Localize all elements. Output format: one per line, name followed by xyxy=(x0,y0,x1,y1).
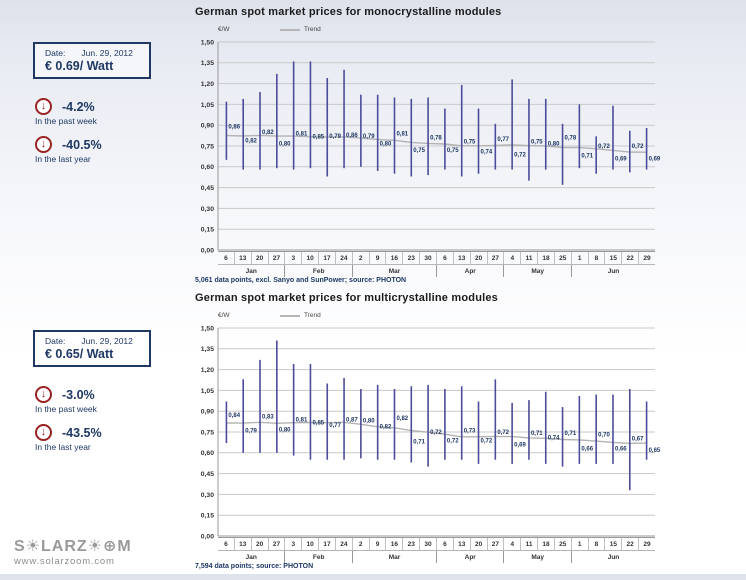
chart-title: German spot market prices for multicrystalline modules xyxy=(195,292,499,304)
y-tick-label: 0,00 xyxy=(200,533,214,541)
x-tick-day: 27 xyxy=(268,538,285,550)
multi-price-chart xyxy=(195,292,671,580)
year-change-caption: In the last year xyxy=(35,154,91,164)
y-tick-label: 1,35 xyxy=(200,346,214,354)
avg-price-label: 0,67 xyxy=(631,436,644,443)
x-axis xyxy=(218,537,655,563)
date-row xyxy=(45,336,149,346)
avg-price-label: 0,71 xyxy=(581,153,594,160)
logo-letter: S xyxy=(14,538,26,555)
x-tick-day: 22 xyxy=(621,252,638,264)
y-tick-label: 0,15 xyxy=(200,226,214,234)
y-tick-label: 1,50 xyxy=(200,39,214,47)
avg-price-label: 0,78 xyxy=(430,135,442,142)
x-tick-day: 24 xyxy=(335,538,352,550)
week-change-stat xyxy=(35,98,97,126)
price-per-watt: € 0.69/ Watt xyxy=(45,59,114,73)
sun-icon: ☀ xyxy=(87,538,104,555)
x-tick-month: Mar xyxy=(352,265,436,277)
chart-legend xyxy=(218,26,321,33)
week-change-caption: In the past week xyxy=(35,116,97,126)
avg-price-label: 0,72 xyxy=(514,152,526,159)
avg-price-label: 0,75 xyxy=(463,139,476,146)
avg-price-label: 0,80 xyxy=(547,141,560,148)
x-tick-day: 17 xyxy=(318,252,335,264)
x-tick-day: 22 xyxy=(621,538,638,550)
y-tick-label: 1,20 xyxy=(200,367,214,374)
chart-legend xyxy=(218,312,321,319)
avg-price-label: 0,66 xyxy=(614,446,627,453)
x-tick-month: Apr xyxy=(436,265,503,277)
x-tick-month: Jun xyxy=(571,551,655,563)
x-axis-months xyxy=(218,265,655,277)
x-tick-day: 29 xyxy=(638,538,655,550)
x-tick-day: 17 xyxy=(318,538,335,550)
x-tick-month: Mar xyxy=(352,551,436,563)
avg-price-label: 0,72 xyxy=(497,429,510,436)
x-tick-day: 18 xyxy=(537,252,554,264)
week-change-stat xyxy=(35,386,97,414)
unit-label: €/W xyxy=(218,26,230,33)
x-tick-day: 9 xyxy=(369,538,386,550)
x-tick-day: 27 xyxy=(268,252,285,264)
x-tick-day: 20 xyxy=(470,252,487,264)
avg-price-label: 0,81 xyxy=(295,131,308,138)
avg-price-label: 0,78 xyxy=(564,135,577,142)
avg-price-label: 0,83 xyxy=(262,414,274,421)
date-label: Date: xyxy=(45,48,66,58)
x-tick-month: Jan xyxy=(245,554,257,561)
down-arrow-icon: ↓ xyxy=(35,136,52,153)
x-tick-day: 13 xyxy=(234,252,251,264)
trend-label: Trend xyxy=(304,312,321,319)
solarzoom-logo xyxy=(14,536,132,567)
x-tick-day: 8 xyxy=(588,252,605,264)
avg-price-label: 0,81 xyxy=(295,417,308,424)
down-arrow-icon: ↓ xyxy=(35,98,52,115)
x-tick-day: 15 xyxy=(604,252,621,264)
avg-price-label: 0,72 xyxy=(446,438,459,445)
avg-price-label: 0,72 xyxy=(430,429,442,436)
y-tick-label: 0,45 xyxy=(200,185,214,192)
avg-price-label: 0,72 xyxy=(480,438,493,445)
y-tick-label: 0,75 xyxy=(200,429,214,437)
y-tick-label: 0,60 xyxy=(200,450,214,458)
avg-price-label: 0,82 xyxy=(396,415,409,422)
x-tick-day: 6 xyxy=(224,541,228,548)
avg-price-label: 0,75 xyxy=(530,139,543,146)
x-tick-day: 11 xyxy=(520,252,537,264)
x-tick-day: 1 xyxy=(571,538,588,550)
avg-price-label: 0,65 xyxy=(648,448,661,455)
x-tick-day: 2 xyxy=(352,252,369,264)
x-tick-day: 15 xyxy=(604,538,621,550)
avg-price-label: 0,75 xyxy=(413,148,425,155)
x-tick-day: 16 xyxy=(385,252,402,264)
avg-price-label: 0,79 xyxy=(362,134,375,141)
x-tick-day: 25 xyxy=(554,538,571,550)
x-tick-day: 6 xyxy=(436,538,453,550)
avg-price-label: 0,70 xyxy=(598,432,610,439)
x-tick-day: 18 xyxy=(537,538,554,550)
date-price-box xyxy=(33,42,151,79)
x-tick-day: 6 xyxy=(224,255,228,262)
logo-letters: LARZ xyxy=(41,538,88,555)
avg-price-label: 0,77 xyxy=(329,422,341,429)
x-tick-day: 29 xyxy=(638,252,655,264)
x-tick-day: 4 xyxy=(503,252,520,264)
x-tick-day: 2 xyxy=(352,538,369,550)
y-tick-label: 0,30 xyxy=(200,205,214,213)
avg-price-label: 0,80 xyxy=(362,418,375,425)
year-change-value: -40.5% xyxy=(62,137,102,152)
avg-price-label: 0,80 xyxy=(379,141,392,148)
avg-price-label: 0,66 xyxy=(581,446,594,453)
avg-price-label: 0,72 xyxy=(631,143,644,150)
week-change-caption: In the past week xyxy=(35,404,97,414)
avg-price-label: 0,87 xyxy=(346,417,358,424)
multi-price-summary-panel xyxy=(33,330,193,460)
logo-letter: M xyxy=(117,538,132,555)
avg-price-label: 0,84 xyxy=(228,413,241,420)
avg-price-label: 0,71 xyxy=(530,431,543,438)
avg-price-label: 0,71 xyxy=(564,431,577,438)
y-tick-label: 0,45 xyxy=(200,471,214,478)
x-tick-day: 13 xyxy=(453,252,470,264)
y-tick-label: 1,50 xyxy=(200,325,214,333)
avg-price-label: 0,79 xyxy=(329,134,341,141)
trend-line-swatch xyxy=(280,315,300,317)
sun-icon: ☀ xyxy=(25,538,42,555)
avg-price-label: 0,73 xyxy=(463,428,476,435)
x-tick-day: 10 xyxy=(301,538,318,550)
x-axis xyxy=(218,251,655,277)
x-tick-day: 3 xyxy=(284,252,301,264)
avg-price-label: 0,86 xyxy=(228,124,241,131)
avg-price-label: 0,69 xyxy=(514,442,526,449)
x-tick-day: 20 xyxy=(251,538,268,550)
year-change-value: -43.5% xyxy=(62,425,102,440)
x-axis-days xyxy=(218,251,655,265)
avg-price-label: 0,69 xyxy=(614,156,627,163)
trend-line-swatch xyxy=(280,29,300,31)
x-tick-day: 24 xyxy=(335,252,352,264)
mono-price-chart xyxy=(195,6,671,294)
avg-price-label: 0,69 xyxy=(648,156,661,163)
avg-price-label: 0,79 xyxy=(245,428,257,435)
x-tick-day: 11 xyxy=(520,538,537,550)
trend-label: Trend xyxy=(304,26,321,33)
y-tick-label: 0,75 xyxy=(200,143,214,151)
x-tick-day: 27 xyxy=(487,252,504,264)
date-row xyxy=(45,48,149,58)
week-change-value: -4.2% xyxy=(62,99,95,114)
year-change-stat xyxy=(35,424,102,452)
date-price-box xyxy=(33,330,151,367)
x-tick-month: Jun xyxy=(571,265,655,277)
week-change-value: -3.0% xyxy=(62,387,95,402)
y-tick-label: 0,15 xyxy=(200,512,214,520)
x-tick-day: 13 xyxy=(234,538,251,550)
x-axis-months xyxy=(218,551,655,563)
year-change-caption: In the last year xyxy=(35,442,91,452)
x-tick-month: May xyxy=(503,551,570,563)
y-tick-label: 1,35 xyxy=(200,60,214,68)
avg-price-label: 0,86 xyxy=(346,132,358,139)
x-tick-month: Jan xyxy=(245,268,257,275)
x-tick-day: 20 xyxy=(251,252,268,264)
logo-website: www.solarzoom.com xyxy=(14,556,115,567)
y-tick-label: 1,20 xyxy=(200,81,214,88)
y-tick-label: 1,05 xyxy=(200,387,214,395)
avg-price-label: 0,82 xyxy=(245,138,257,145)
x-tick-day: 23 xyxy=(402,538,419,550)
logo-word xyxy=(14,536,132,556)
chart-footnote: 7,594 data points; source: PHOTON xyxy=(195,563,314,570)
avg-price-label: 0,77 xyxy=(497,136,510,143)
date-label: Date: xyxy=(45,336,66,346)
avg-price-label: 0,85 xyxy=(312,420,325,427)
year-change-stat xyxy=(35,136,102,164)
x-tick-day: 4 xyxy=(503,538,520,550)
chart-title: German spot market prices for monocrystalline modules xyxy=(195,6,502,18)
avg-price-label: 0,80 xyxy=(278,427,291,434)
y-tick-label: 0,30 xyxy=(200,491,214,499)
x-tick-day: 10 xyxy=(301,252,318,264)
avg-price-label: 0,72 xyxy=(598,143,610,150)
x-tick-day: 3 xyxy=(284,538,301,550)
x-tick-month: Feb xyxy=(284,265,351,277)
price-plot-canvas xyxy=(195,36,665,255)
date-value: Jun. 29, 2012 xyxy=(81,336,133,346)
price-per-watt: € 0.65/ Watt xyxy=(45,347,114,361)
date-value: Jun. 29, 2012 xyxy=(81,48,133,58)
avg-price-label: 0,74 xyxy=(547,435,560,442)
y-tick-label: 0,90 xyxy=(200,122,214,130)
avg-price-label: 0,80 xyxy=(278,141,291,148)
y-tick-label: 1,05 xyxy=(200,101,214,109)
avg-price-label: 0,82 xyxy=(262,129,274,136)
y-tick-label: 0,90 xyxy=(200,408,214,416)
down-arrow-icon: ↓ xyxy=(35,386,52,403)
x-tick-day: 13 xyxy=(453,538,470,550)
avg-price-label: 0,81 xyxy=(396,131,409,138)
x-axis-days xyxy=(218,537,655,551)
y-tick-label: 0,60 xyxy=(200,164,214,172)
x-tick-day: 1 xyxy=(571,252,588,264)
x-tick-day: 16 xyxy=(385,538,402,550)
x-tick-day: 23 xyxy=(402,252,419,264)
avg-price-label: 0,74 xyxy=(480,149,493,156)
x-tick-day: 20 xyxy=(470,538,487,550)
avg-price-label: 0,75 xyxy=(446,148,459,155)
price-plot-canvas xyxy=(195,322,665,541)
x-tick-month: Feb xyxy=(284,551,351,563)
avg-price-label: 0,71 xyxy=(413,439,425,446)
mono-price-summary-panel xyxy=(33,42,193,172)
down-arrow-icon: ↓ xyxy=(35,424,52,441)
x-tick-month: Apr xyxy=(436,551,503,563)
globe-icon: ⊕ xyxy=(103,538,118,555)
chart-footnote: 5,061 data points, excl. Sanyo and SunPower; source: PHOTON xyxy=(195,277,407,284)
avg-price-label: 0,82 xyxy=(379,424,392,431)
x-tick-day: 6 xyxy=(436,252,453,264)
x-tick-day: 25 xyxy=(554,252,571,264)
x-tick-day: 30 xyxy=(419,538,436,550)
avg-price-label: 0,85 xyxy=(312,134,325,141)
x-tick-day: 8 xyxy=(588,538,605,550)
x-tick-month: May xyxy=(503,265,570,277)
unit-label: €/W xyxy=(218,312,230,319)
x-tick-day: 9 xyxy=(369,252,386,264)
x-tick-day: 30 xyxy=(419,252,436,264)
x-tick-day: 27 xyxy=(487,538,504,550)
y-tick-label: 0,00 xyxy=(200,247,214,255)
